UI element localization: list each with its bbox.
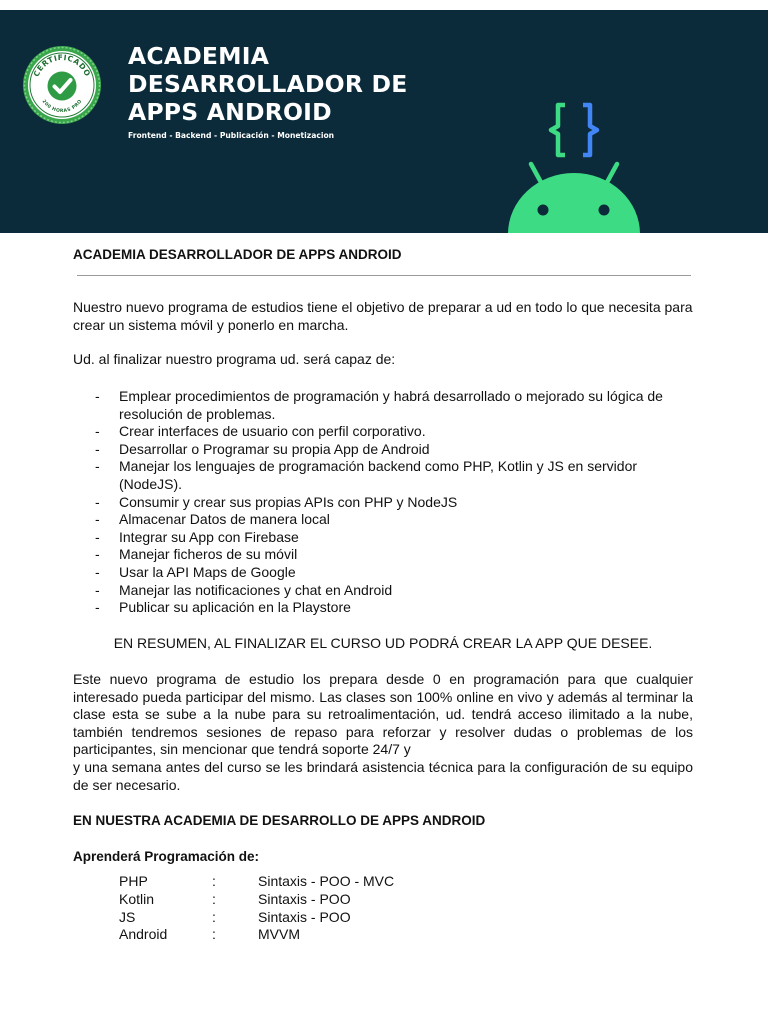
list-item — [73, 529, 693, 547]
list-bullet: - — [95, 563, 100, 580]
check-icon — [48, 72, 77, 101]
document-title: ACADEMIA DESARROLLADOR DE APPS ANDROID — [73, 247, 402, 262]
list-item — [73, 582, 693, 600]
list-item-text: Almacenar Datos de manera local — [119, 511, 330, 528]
language-name: Kotlin — [119, 890, 155, 907]
list-item — [73, 494, 693, 512]
list-item-text: Integrar su App con Firebase — [119, 528, 299, 545]
list-item — [73, 511, 693, 529]
list-item-text: Crear interfaces de usuario con perfil corporativo. — [119, 423, 426, 440]
intro-paragraph: Nuestro nuevo programa de estudios tiene el objetivo de preparar a ud en todo lo que necesita para crear un sistema móvil y ponerlo en marcha. — [73, 299, 693, 333]
table-row — [119, 891, 394, 909]
list-bullet: - — [95, 528, 100, 545]
list-bullet: - — [95, 581, 100, 598]
list-item-text: Manejar los lenguajes de programación backend como PHP, Kotlin y JS en servidor (NodeJS). — [119, 458, 638, 492]
main-paragraph: Este nuevo programa de estudio los prepara desde 0 en programación para que cualquier interesado pueda participar del mismo. Las clases son 100% online en vivo y además al terminar la clase esta se sube a la nube para su retroalimentación, ud. tendrá acceso ilimitado a la nube, también tendremos sesiones de repaso para reforzar y resolver dudas o problemas de los participantes, sin mencionar que tendrá soporte 24/7 y — [73, 671, 693, 758]
languages-table — [119, 873, 394, 944]
list-bullet: - — [95, 546, 100, 563]
learn-heading: Aprenderá Programación de: — [73, 849, 260, 864]
divider — [77, 275, 691, 276]
list-item-text: Consumir y crear sus propias APIs con PHP y NodeJS — [119, 493, 458, 510]
main-paragraph-cont: y una semana antes del curso se les brindará asistencia técnica para la configuración de su equipo de ser necesario. — [73, 759, 693, 793]
certified-seal-icon — [22, 45, 102, 125]
header-banner — [0, 10, 768, 233]
list-item — [73, 388, 693, 423]
list-item-text: Manejar las notificaciones y chat en Android — [119, 581, 393, 598]
list-item — [73, 599, 693, 617]
seal-bottom-text: 200 HORAS PRO — [40, 99, 84, 115]
list-bullet: - — [95, 511, 100, 528]
table-row — [119, 926, 394, 944]
code-braces-icon — [546, 102, 602, 158]
list-item-text: Emplear procedimientos de programación y habrá desarrollado o mejorado su lógica de resolución de problemas. — [119, 388, 663, 422]
list-item — [73, 564, 693, 582]
language-name: PHP — [119, 873, 148, 889]
table-row — [119, 873, 394, 891]
language-topics: Sintaxis - POO - MVC — [258, 873, 395, 889]
list-item — [73, 423, 693, 441]
brand-title-line: APPS ANDROID — [128, 98, 332, 126]
summary-line: EN RESUMEN, AL FINALIZAR EL CURSO UD PODRÁ CREAR LA APP QUE DESEE. — [113, 635, 653, 651]
table-row — [119, 909, 394, 927]
list-item-text: Usar la API Maps de Google — [119, 563, 296, 580]
section-heading: EN NUESTRA ACADEMIA DE DESARROLLO DE APPS ANDROID — [73, 813, 486, 828]
android-robot-icon — [500, 160, 648, 233]
language-name: JS — [119, 908, 136, 925]
brand-title-line: ACADEMIA — [128, 42, 270, 70]
separator: : — [212, 873, 216, 889]
seal-top-text: CERTIFICADO — [31, 52, 93, 79]
separator: : — [212, 926, 216, 943]
brand-title-line: DESARROLLADOR DE — [128, 70, 408, 98]
language-topics: Sintaxis - POO — [258, 890, 351, 907]
language-name: Android — [119, 926, 168, 943]
capable-intro: Ud. al finalizar nuestro programa ud. será capaz de: — [73, 351, 396, 367]
list-item — [73, 441, 693, 459]
list-bullet: - — [95, 458, 100, 475]
list-bullet: - — [95, 599, 100, 616]
language-topics: Sintaxis - POO — [258, 908, 351, 925]
list-item — [73, 458, 693, 493]
list-item-text: Publicar su aplicación en la Playstore — [119, 599, 351, 616]
list-item — [73, 546, 693, 564]
brand-title — [128, 42, 408, 126]
list-bullet: - — [95, 423, 100, 440]
language-topics: MVVM — [258, 926, 300, 943]
list-item-text: Manejar ficheros de su móvil — [119, 546, 298, 563]
separator: : — [212, 890, 216, 907]
separator: : — [212, 908, 216, 925]
list-bullet: - — [95, 440, 100, 457]
list-bullet: - — [95, 388, 100, 404]
list-item-text: Desarrollar o Programar su propia App de Android — [119, 440, 430, 457]
skills-list — [73, 388, 693, 617]
brand-subtitle: Frontend - Backend - Publicación - Monetizacion — [128, 131, 335, 140]
list-bullet: - — [95, 493, 100, 510]
